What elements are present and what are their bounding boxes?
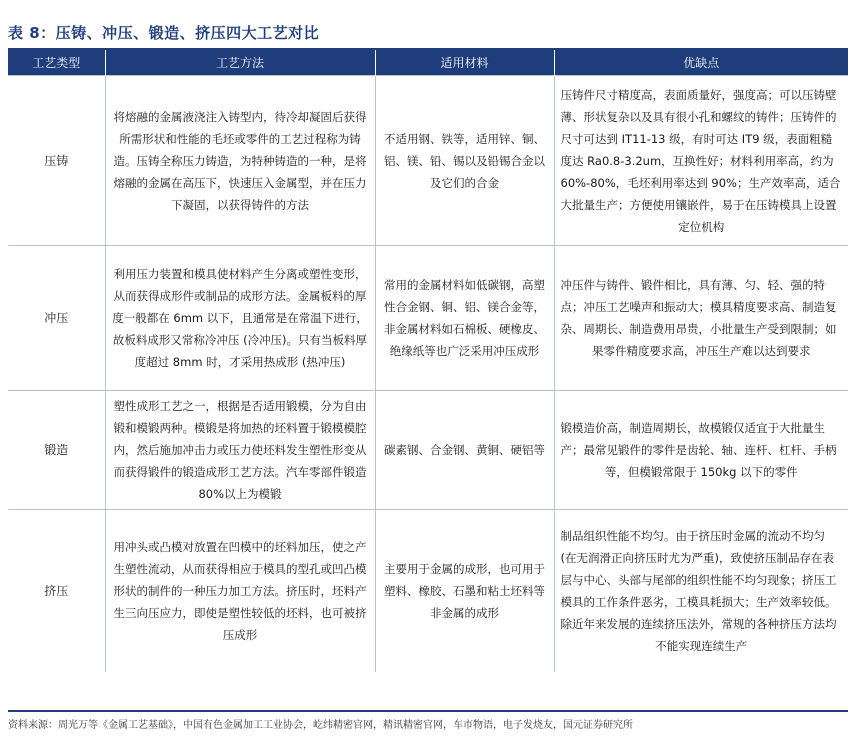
cell-pros-cons: 制品组织性能不均匀。由于挤压时金属的流动不均匀 (在无润滑正向挤压时尤为严重)，致使挤压制品存在表层与中心、头部与尾部的组织性能不均匀现象；挤压工模具的工作条件恶劣，工模具耗损大；生产效率较低。除近年来发展的连续挤压法外，常规的各种挤压方法均不能实现连续生产 <box>554 510 848 672</box>
header-pros-cons: 优缺点 <box>554 50 848 76</box>
cell-material: 不适用钢、铁等，适用锌、铜、铝、镁、铅、锡以及铅锡合金以及它们的合金 <box>375 76 554 246</box>
cell-type: 挤压 <box>8 510 105 672</box>
table-header-row <box>8 50 848 76</box>
cell-type: 锻造 <box>8 391 105 510</box>
cell-material: 常用的金属材料如低碳钢，高塑性合金钢、铜、铝、镁合金等，非金属材料如石棉板、硬橡皮、绝缘纸等也广泛采用冲压成形 <box>375 246 554 391</box>
header-process-method: 工艺方法 <box>105 50 375 76</box>
cell-material: 碳素钢、合金钢、黄铜、硬铝等 <box>375 391 554 510</box>
cell-method: 塑性成形工艺之一，根据是否适用锻模，分为自由锻和模锻两种。模锻是将加热的坯料置于锻模模腔内，然后施加冲击力或压力使坯料发生塑性形变从而获得锻件的锻造成形工艺方法。汽车零部件锻造 80%以上为模锻 <box>105 391 375 510</box>
table-row <box>8 510 848 672</box>
table-row <box>8 76 848 246</box>
cell-type: 冲压 <box>8 246 105 391</box>
cell-method: 将熔融的金属液浇注入铸型内，待冷却凝固后获得所需形状和性能的毛坯或零件的工艺过程称为铸造。压铸全称压力铸造，为特种铸造的一种，是将熔融的金属在高压下，快速压入金属型，并在压力下凝固，以获得铸件的方法 <box>105 76 375 246</box>
table-bottom-rule <box>8 710 848 712</box>
table-row <box>8 246 848 391</box>
source-note: 资料来源：周光万等《金属工艺基础》，中国有色金属加工工业协会，屹纬精密官网，精讯精密官网，车市物语，电子发烧友，国元证券研究所 <box>8 720 633 731</box>
process-comparison-table <box>8 50 848 672</box>
cell-method: 用冲头或凸模对放置在凹模中的坯料加压，使之产生塑性流动，从而获得相应于模具的型孔或凹凸模形状的制件的一种压力加工方法。挤压时，坯料产生三向压应力，即使是塑性较低的坯料，也可被挤压成形 <box>105 510 375 672</box>
cell-pros-cons: 冲压件与铸件、锻件相比，具有薄、匀、轻、强的特点；冲压工艺噪声和振动大；模具精度要求高、制造复杂、周期长、制造费用昂贵，小批量生产受到限制；如果零件精度要求高，冲压生产难以达到要求 <box>554 246 848 391</box>
header-process-type: 工艺类型 <box>8 50 105 76</box>
table-row <box>8 391 848 510</box>
table-title: 表 8：压铸、冲压、锻造、挤压四大工艺对比 <box>8 24 320 42</box>
cell-method: 利用压力装置和模具使材料产生分离或塑性变形，从而获得成形件或制品的成形方法。金属板料的厚度一般都在 6mm 以下，且通常是在常温下进行，故板料成形又常称冷冲压 (冷冲压)。只有当板料厚度超过 8mm 时，才采用热成形 (热冲压) <box>105 246 375 391</box>
cell-type: 压铸 <box>8 76 105 246</box>
cell-pros-cons: 锻模造价高，制造周期长，故模锻仅适宜于大批量生产；最常见锻件的零件是齿轮、轴、连杆、杠杆、手柄等，但模锻常限于 150kg 以下的零件 <box>554 391 848 510</box>
header-applicable-material: 适用材料 <box>375 50 554 76</box>
cell-pros-cons: 压铸件尺寸精度高，表面质量好，强度高；可以压铸壁薄、形状复杂以及具有很小孔和螺纹的铸件；压铸件的尺寸可达到 IT11-13 级，有时可达 IT9 级，表面粗糙度达 Ra0.8-3.2um，互换性好；材料利用率高，约为 60%-80%，毛坯利用率达到 90%；生产效率高，适合大批量生产；方便使用镶嵌件，易于在压铸模具上设置定位机构 <box>554 76 848 246</box>
cell-material: 主要用于金属的成形，也可用于塑料、橡胶、石墨和粘土坯料等非金属的成形 <box>375 510 554 672</box>
